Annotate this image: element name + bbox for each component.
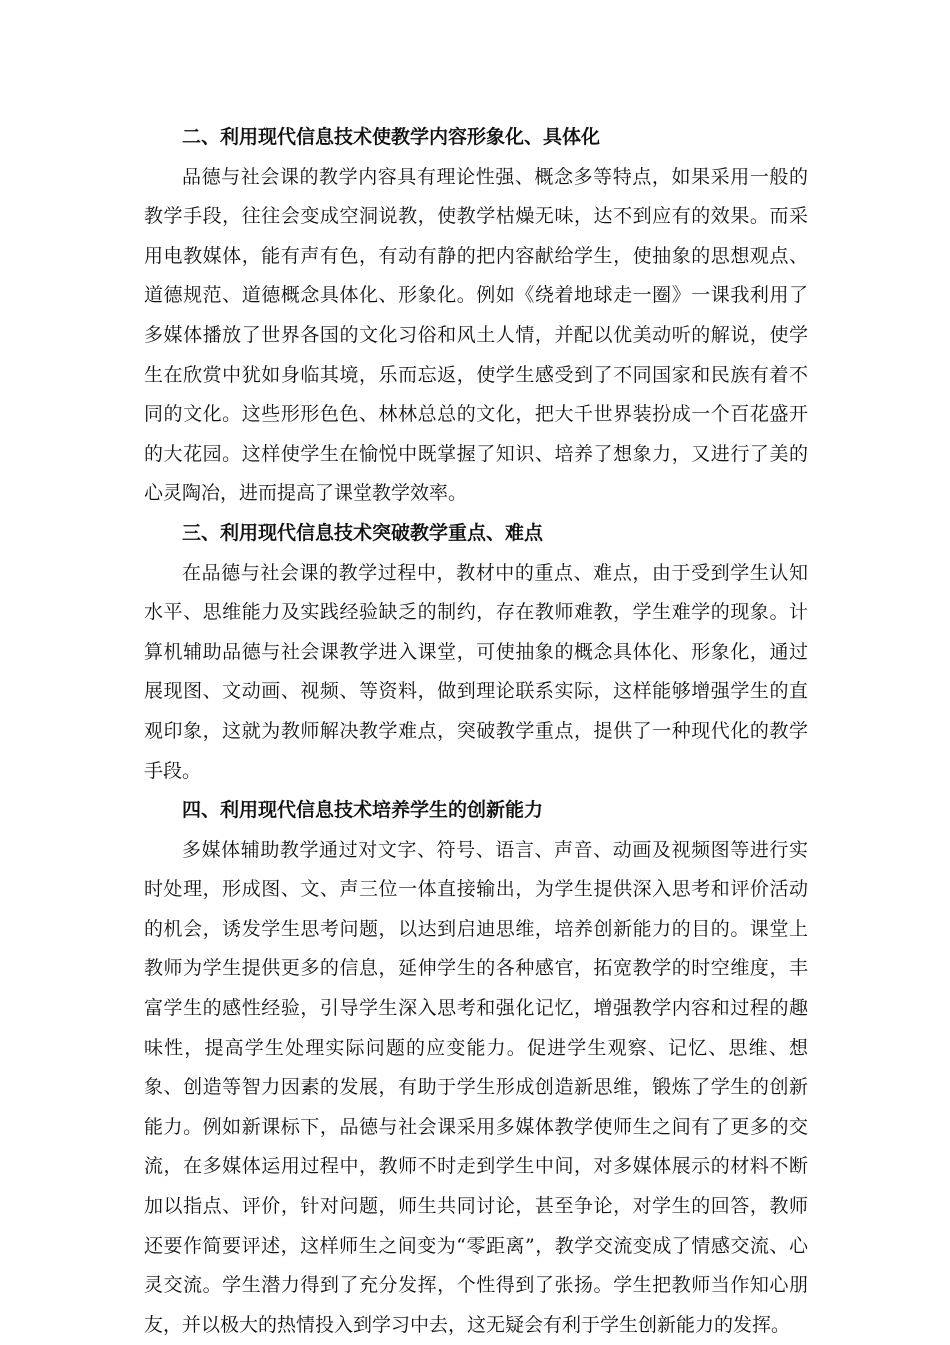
section-heading: 四、利用现代信息技术培养学生的创新能力	[182, 799, 544, 822]
section-paragraph: 在品德与社会课的教学过程中，教材中的重点、难点，由于受到学生认知水平、思维能力及实践经验缺乏的制约，存在教师难教，学生难学的现象。计算机辅助品德与社会课教学进入课堂，可使抽象的概念具体化、形象化，通过展现图、文动画、视频、等资料，做到理论联系实际，这样能够增强学生的直观印象，这就为教师解决教学难点，突破教学重点，提供了一种现代化的教学手段。	[144, 561, 808, 782]
document-body	[144, 118, 808, 1345]
section-heading: 二、利用现代信息技术使教学内容形象化、具体化	[182, 126, 601, 148]
section-paragraph: 品德与社会课的教学内容具有理论性强、概念多等特点，如果采用一般的教学手段，往往会变成空洞说教，使教学枯燥无味，达不到应有的效果。而采用电教媒体，能有声有色，有动有静的把内容献给学生，使抽象的思想观点、道德规范、道德概念具体化、形象化。例如《绕着地球走一圈》一课我利用了多媒体播放了世界各国的文化习俗和风土人情，并配以优美动听的解说，使学生在欣赏中犹如身临其境，乐而忘返，使学生感受到了不同国家和民族有着不同的文化。这些形形色色、林林总总的文化，把大千世界装扮成一个百花盛开的大花园。这样使学生在愉悦中既掌握了知识、培养了想象力，又进行了美的心灵陶冶，进而提高了课堂教学效率。	[144, 165, 808, 505]
section-paragraph: 多媒体辅助教学通过对文字、符号、语言、声音、动画及视频图等进行实时处理，形成图、文、声三位一体直接输出，为学生提供深入思考和评价活动的机会，诱发学生思考问题，以达到启迪思维，培养创新能力的目的。课堂上教师为学生提供更多的信息，延伸学生的各种感官，拓宽教学的时空维度，丰富学生的感性经验，引导学生深入思考和强化记忆，增强教学内容和过程的趣味性，提高学生处理实际问题的应变能力。促进学生观察、记忆、思维、想象、创造等智力因素的发展，有助于学生形成创造新思维，锻炼了学生的创新能力。例如新课标下，品德与社会课采用多媒体教学使师生之间有了更多的交流，在多媒体运用过程中，教师不时走到学生中间，对多媒体展示的材料不断加以指点、评价，针对问题，师生共同讨论，甚至争论，对学生的回答，教师还要作简要评述，这样师生之间变为“零距离”，教学交流变成了情感交流、心灵交流。学生潜力得到了充分发挥，个性得到了张扬。学生把教师当作知心朋友，并以极大的热情投入到学习中去，这无疑会有利于学生创新能力的发挥。	[144, 838, 808, 1336]
section-heading: 三、利用现代信息技术突破教学重点、难点	[182, 521, 544, 544]
